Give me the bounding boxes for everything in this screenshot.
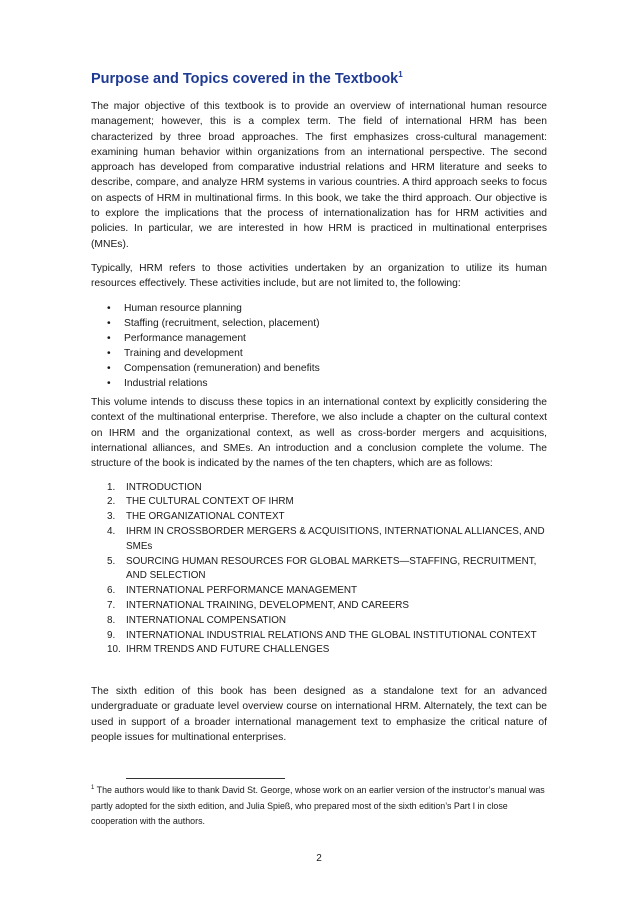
- paragraph-objective: The major objective of this textbook is to provide an overview of international human resource management; however, this is a complex term. The field of international HRM has been characterized by three broad approaches. The first emphasizes cross-cultural management: examining human behavior within organizations from an international perspective. The second approach has developed from comparative industrial relations and HRM literature and seeks to describe, compare, and analyze HRM systems in various countries. A third approach seeks to focus on aspects of HRM in multinational firms. In this book, we take the third approach. Our objective is to explore the implications that the process of internationalization has for HRM activities and policies. In particular, we are interested in how HRM is practiced in multinational enterprises (MNEs).: [91, 101, 547, 250]
- paragraph-volume-scope: This volume intends to discuss these topics in an international context by explicitly considering the context of the multinational enterprise. Therefore, we also include a chapter on the cultural context on IHRM and the organizational context, as well as cross-border mergers and acquisitions, international alliances, and SMEs. An introduction and a conclusion complete the volume. The structure of the book is indicated by the names of the ten chapters, which are as follows:: [91, 397, 547, 470]
- bullet-text: Training and development: [124, 347, 243, 359]
- chapter-title: IHRM TRENDS AND FUTURE CHALLENGES: [126, 644, 330, 656]
- chapter-item: [107, 584, 547, 599]
- paragraph-edition: The sixth edition of this book has been designed as a standalone text for an advanced undergraduate or graduate level overview course on international HRM. Alternately, the text can be used in support of a broader international management text to emphasize the critical nature of people issues for multinational enterprises.: [91, 686, 547, 744]
- bullet-icon: •: [107, 302, 111, 314]
- chapter-item: [107, 495, 547, 510]
- chapter-number: 2.: [107, 496, 116, 508]
- bullet-item: [107, 346, 547, 361]
- chapter-title: INTRODUCTION: [126, 481, 202, 493]
- chapter-number: 8.: [107, 614, 116, 626]
- chapter-number: 6.: [107, 585, 116, 597]
- chapter-title: INTERNATIONAL PERFORMANCE MANAGEMENT: [126, 585, 357, 597]
- bullet-icon: •: [107, 332, 111, 344]
- chapter-item: [107, 510, 547, 525]
- heading-footnote-ref[interactable]: 1: [398, 70, 403, 80]
- chapter-item: [107, 629, 547, 644]
- chapter-title: INTERNATIONAL COMPENSATION: [126, 614, 287, 626]
- chapter-number: 3.: [107, 511, 116, 523]
- spacer: [91, 658, 547, 684]
- bullet-icon: •: [107, 362, 111, 374]
- footnote-marker: 1: [91, 785, 95, 792]
- bullet-text: Human resource planning: [124, 302, 242, 314]
- bullet-item: [107, 361, 547, 376]
- chapter-title: THE ORGANIZATIONAL CONTEXT: [126, 511, 285, 523]
- bullet-item: [107, 331, 547, 346]
- footnote-divider: [126, 778, 285, 779]
- chapter-title: INTERNATIONAL INDUSTRIAL RELATIONS AND THE GLOBAL INSTITUTIONAL CONTEXT: [126, 629, 537, 641]
- heading-title: Purpose and Topics covered in the Textbook: [91, 71, 399, 87]
- paragraph-hrm-activities: Typically, HRM refers to those activities undertaken by an organization to utilize its human resources effectively. These activities include, but are not limited to, the following:: [91, 262, 547, 290]
- chapter-number: 9.: [107, 629, 116, 641]
- bullet-icon: •: [107, 378, 111, 390]
- chapter-item: [107, 643, 547, 658]
- chapter-list: [91, 481, 547, 659]
- bullet-text: Compensation (remuneration) and benefits: [124, 362, 320, 374]
- chapter-item: [107, 481, 547, 496]
- chapter-number: 5.: [107, 555, 116, 567]
- chapter-title: IHRM IN CROSSBORDER MERGERS & ACQUISITIONS, INTERNATIONAL ALLIANCES, AND SMEs: [126, 526, 545, 552]
- chapter-number: 10.: [107, 644, 121, 656]
- chapter-item: [107, 555, 547, 585]
- bullet-icon: •: [107, 347, 111, 359]
- bullet-icon: •: [107, 317, 111, 329]
- page-number: 2: [316, 853, 322, 864]
- bullet-text: Performance management: [124, 332, 246, 344]
- bullet-item: [107, 301, 547, 316]
- bullet-text: Industrial relations: [124, 378, 208, 390]
- footnote: [91, 783, 547, 830]
- chapter-title: SOURCING HUMAN RESOURCES FOR GLOBAL MARKETS—STAFFING, RECRUITMENT, AND SELECTION: [126, 555, 537, 582]
- chapter-number: 1.: [107, 481, 116, 493]
- chapter-number: 7.: [107, 599, 116, 611]
- page-body: [91, 70, 547, 754]
- chapter-number: 4.: [107, 526, 116, 537]
- section-heading: [91, 70, 547, 88]
- chapter-item: [107, 614, 547, 629]
- bullet-text: Staffing (recruitment, selection, placement): [124, 317, 320, 329]
- activities-bullet-list: [91, 301, 547, 392]
- chapter-item: [107, 525, 547, 555]
- chapter-title: INTERNATIONAL TRAINING, DEVELOPMENT, AND CAREERS: [126, 599, 409, 611]
- chapter-item: [107, 599, 547, 614]
- footnote-text: The authors would like to thank David St. George, whose work on an earlier version of the instructor’s manual was partly adopted for the sixth edition, and Julia Spieß, who prepared most of the sixth edition’s Part I in close cooperation with the authors.: [91, 785, 545, 827]
- chapter-title: THE CULTURAL CONTEXT OF IHRM: [126, 496, 294, 508]
- bullet-item: [107, 376, 547, 391]
- bullet-item: [107, 316, 547, 331]
